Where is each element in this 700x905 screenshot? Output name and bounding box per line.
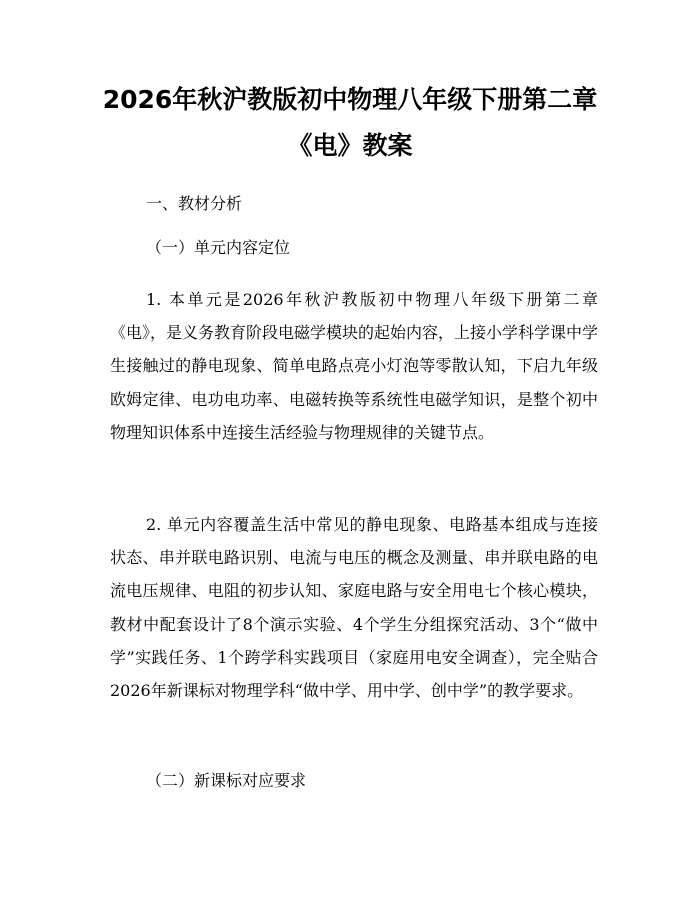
document-title-line-2: 《电》教案 — [287, 131, 413, 160]
subsection-heading-unit-positioning: （一）单元内容定位 — [146, 238, 291, 257]
document-title-line-1: 2026年秋沪教版初中物理八年级下册第二章 — [102, 85, 598, 114]
section-heading-teaching-material-analysis: 一、教材分析 — [146, 194, 243, 213]
paragraph-unit-content-coverage: 2. 单元内容覆盖生活中常见的静电现象、电路基本组成与连接状态、串并联电路识别、电流与电压的概念及测量、串并联电路的电流电压规律、电阻的初步认知、家庭电路与安全用电七个核心模块，教材中配套设计了8个演示实验、4个学生分组探究活动、3个“做中学”实践任务、1个跨学科实践项目（家庭用电安全调查），完全贴合2026年新课标对物理学科“做中学、用中学、创中学”的教学要求。 — [110, 515, 598, 701]
paragraph-unit-positioning: 1. 本单元是2026年秋沪教版初中物理八年级下册第二章《电》，是义务教育阶段电磁学模块的起始内容，上接小学科学课中学生接触过的静电现象、简单电路点亮小灯泡等零散认知，下启九年级欧姆定律、电功电功率、电磁转换等系统性电磁学知识，是整个初中物理知识体系中连接生活经验与物理规律的关键节点。 — [110, 290, 599, 442]
subsection-heading-curriculum-requirements: （二）新课标对应要求 — [146, 771, 307, 790]
